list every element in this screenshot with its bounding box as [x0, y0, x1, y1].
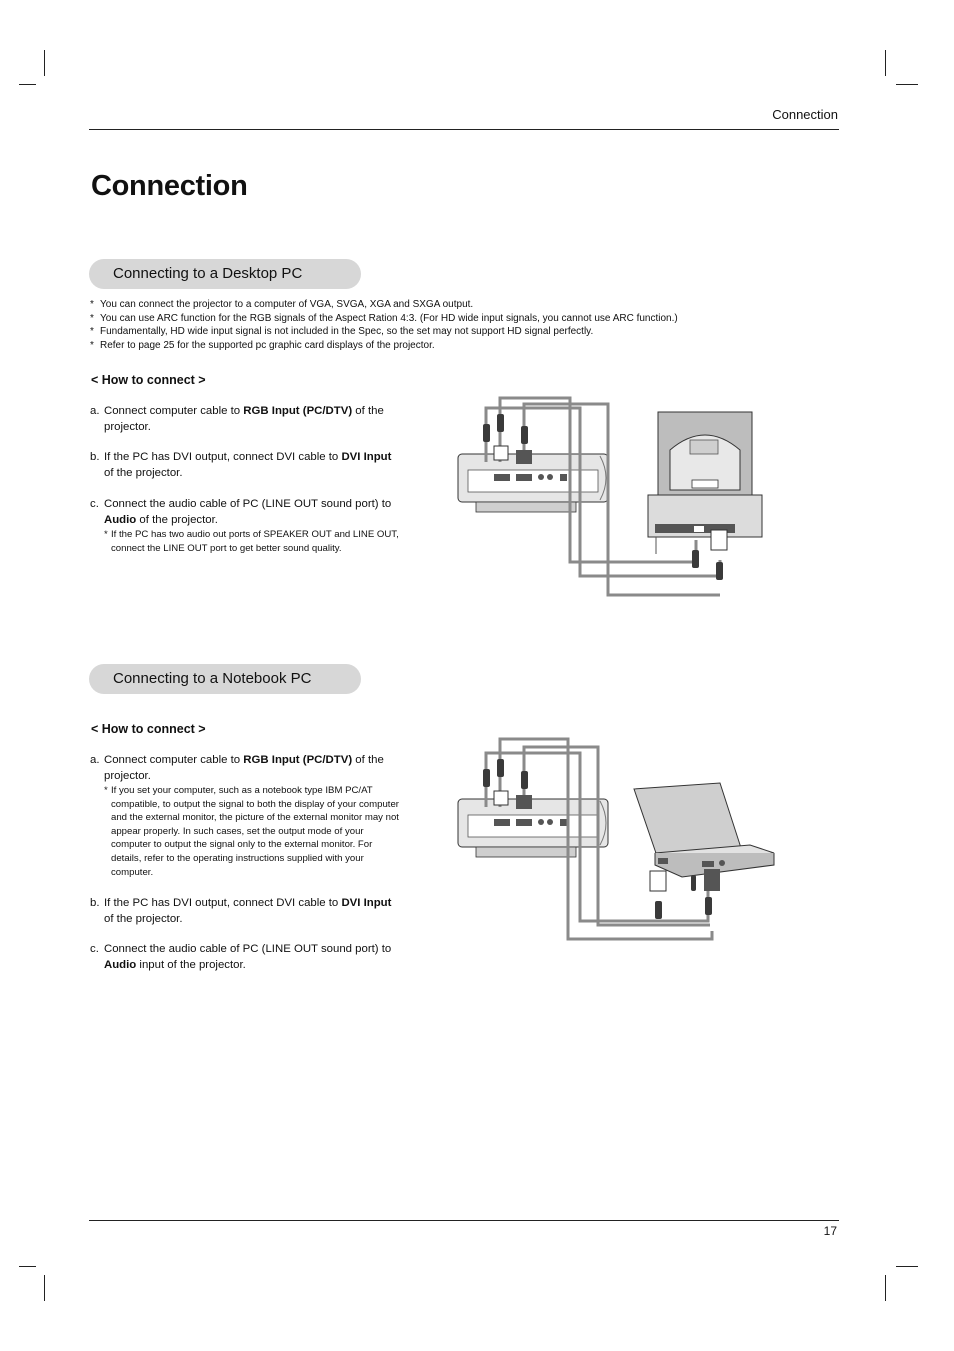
desktop-step-b: b. If the PC has DVI output, connect DVI cable to DVI Input of the projector. — [90, 451, 392, 479]
crop-mark — [896, 84, 918, 85]
crop-mark — [19, 84, 36, 85]
desktop-step-a: a. Connect computer cable to RGB Input (PC/DTV) of the projector. — [90, 405, 384, 433]
projector-illustration — [458, 454, 608, 512]
step-label: a. — [90, 754, 100, 766]
rgb-input-term: RGB Input (PC/DTV) — [243, 405, 353, 417]
desktop-step-c: c. Connect the audio cable of PC (LINE OUT sound port) to Audio of the projector. * If the PC has two audio out ports of SPEAKER OUT and LINE OUT, connect the LINE OUT port to get better sound quality. — [90, 497, 410, 555]
desktop-bullet-list — [89, 298, 678, 352]
step-label: b. — [90, 897, 100, 909]
how-to-connect-heading: < How to connect > — [91, 373, 206, 387]
dvi-input-term: DVI Input — [341, 451, 392, 463]
audio-term: Audio — [104, 958, 137, 971]
notebook-connection-diagram — [450, 733, 780, 948]
crop-mark — [885, 50, 886, 76]
step-label: a. — [90, 405, 100, 417]
crop-mark — [896, 1266, 918, 1267]
section-tab-notebook: Connecting to a Notebook PC — [89, 664, 361, 694]
crop-mark — [44, 1275, 45, 1301]
bullet-item: * You can use ARC function for the RGB signals of the Aspect Ration 4:3. (For HD wide input signals, you cannot use ARC function.) — [89, 312, 678, 326]
step-label: c. — [90, 498, 99, 510]
bullet-item: * You can connect the projector to a computer of VGA, SVGA, XGA and SXGA output. — [89, 298, 678, 312]
step-note: * If you set your computer, such as a notebook type IBM PC/AT compatible, to output the signal to both the display of your computer and the external monitor, the picture of the external monitor may not appear properly. In such cases, set the output mode of your computer to output the signal only to the external monitor. For details, refer to the operating instructions supplied with your computer. — [90, 784, 401, 879]
page-title: Connection — [91, 170, 248, 202]
step-note: * If the PC has two audio out ports of SPEAKER OUT and LINE OUT, connect the LINE OUT port to get better sound quality. — [90, 528, 401, 555]
crop-mark — [19, 1266, 36, 1267]
section-tab-desktop: Connecting to a Desktop PC — [89, 259, 361, 289]
bullet-item: * Refer to page 25 for the supported pc graphic card displays of the projector. — [89, 339, 678, 353]
bullet-item: * Fundamentally, HD wide input signal is not included in the Spec, so the set may not support HD signal perfectly. — [89, 325, 678, 339]
step-label: c. — [90, 943, 99, 955]
audio-term: Audio — [104, 513, 137, 526]
notebook-step-b: b. If the PC has DVI output, connect DVI cable to DVI Input of the projector. — [90, 897, 392, 925]
step-label: b. — [90, 451, 100, 463]
crop-mark — [885, 1275, 886, 1301]
notebook-step-a: a. Connect computer cable to RGB Input (PC/DTV) of the projector. * If you set your computer, such as a notebook type IBM PC/AT compatible, to output the signal to both the display of your computer and the external monitor, the picture of the external monitor may not appear properly. In such cases, set the output mode of your computer to output the signal only to the external monitor. For details, refer to the operating instructions supplied with your computer. — [90, 753, 410, 879]
notebook-step-c: c. Connect the audio cable of PC (LINE OUT sound port) to Audio input of the projector. — [90, 943, 392, 971]
running-header: Connection — [772, 107, 838, 122]
crop-mark — [44, 50, 45, 76]
header-rule — [89, 129, 839, 130]
rgb-input-term: RGB Input (PC/DTV) — [243, 754, 353, 766]
how-to-connect-heading: < How to connect > — [91, 722, 206, 736]
dvi-input-term: DVI Input — [341, 897, 392, 909]
footer-rule — [89, 1220, 839, 1221]
desktop-pc-illustration — [648, 412, 762, 554]
page-number: 17 — [823, 1224, 837, 1238]
projector-illustration — [458, 799, 608, 857]
desktop-connection-diagram — [450, 390, 775, 605]
notebook-pc-illustration — [634, 783, 774, 877]
